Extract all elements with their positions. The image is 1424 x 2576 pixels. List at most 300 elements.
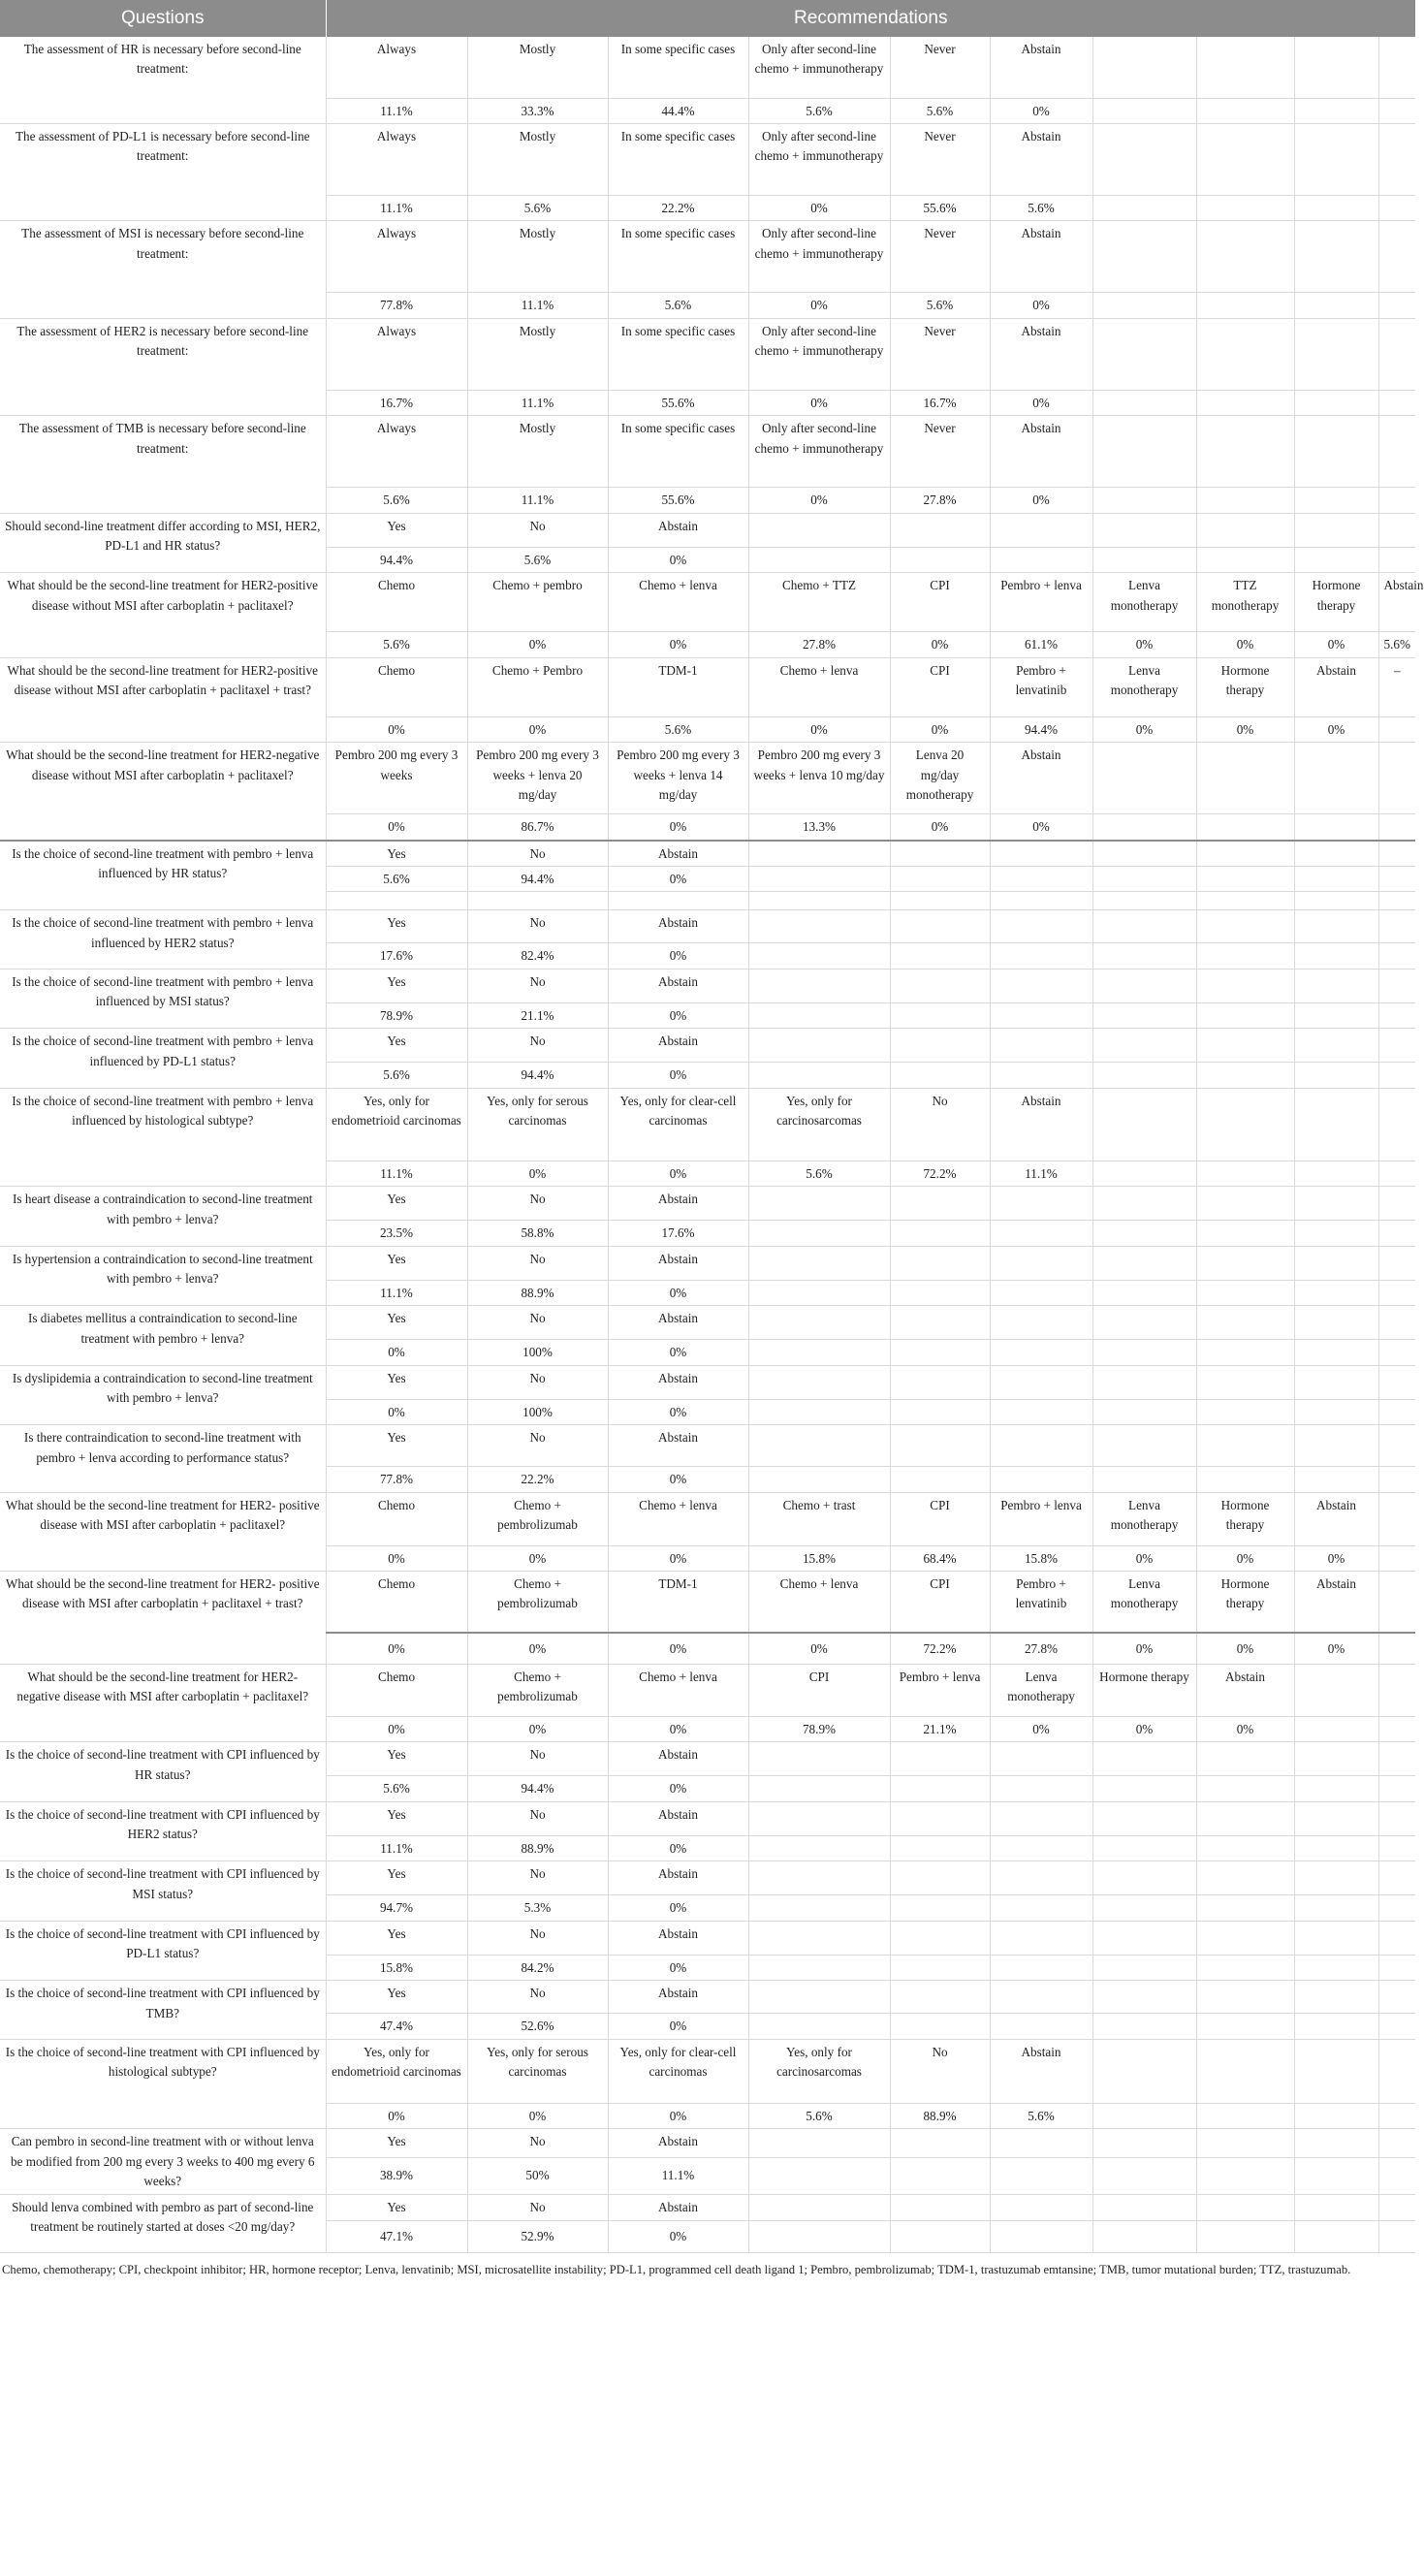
option-cell: Mostly [467, 123, 608, 195]
option-cell: TTZ monotherapy [1196, 573, 1294, 632]
table-row [0, 1088, 1415, 1161]
question-cell: Is diabetes mellitus a contraindication to second-line treatment with pembro + lenva? [0, 1306, 326, 1365]
table-row [0, 1742, 1415, 1776]
question-cell: What should be the second-line treatment for HER2-positive disease without MSI after carboplatin + paclitaxel? [0, 573, 326, 657]
empty-cell [1196, 841, 1294, 867]
empty-cell [1092, 1835, 1196, 1860]
value-cell: 5.6% [990, 195, 1092, 220]
empty-cell [1294, 37, 1378, 98]
empty-cell [1196, 2194, 1294, 2220]
option-cell: No [467, 2194, 608, 2220]
empty-cell [890, 2157, 990, 2194]
option-cell: Yes [326, 513, 467, 547]
empty-cell [1294, 1467, 1378, 1492]
empty-cell [1092, 943, 1196, 969]
empty-cell [1294, 2220, 1378, 2252]
empty-cell [1294, 2157, 1378, 2194]
empty-cell [1378, 98, 1415, 123]
value-cell: 0% [467, 1633, 608, 1665]
value-cell: 0% [1294, 632, 1378, 657]
empty-cell [1092, 1221, 1196, 1246]
option-cell: Abstain [990, 743, 1092, 814]
option-cell: Abstain [608, 2129, 748, 2157]
option-cell: Yes, only for serous carcinomas [467, 2039, 608, 2103]
empty-cell [748, 1895, 890, 1921]
value-cell: 17.6% [326, 943, 467, 969]
value-cell: 0% [608, 1717, 748, 1742]
value-cell: 0% [748, 293, 890, 318]
empty-cell [1294, 1029, 1378, 1063]
empty-cell [990, 1246, 1092, 1280]
value-cell: 16.7% [326, 390, 467, 415]
option-cell: Abstain [608, 1029, 748, 1063]
empty-cell [1092, 743, 1196, 814]
value-cell: 5.6% [608, 716, 748, 742]
empty-cell [890, 1467, 990, 1492]
question-cell: Is the choice of second-line treatment with pembro + lenva influenced by HER2 status? [0, 910, 326, 969]
empty-cell [890, 1340, 990, 1365]
option-cell: Hormone therapy [1196, 657, 1294, 716]
empty-cell [1092, 2220, 1196, 2252]
value-cell: 11.1% [608, 2157, 748, 2194]
empty-cell [1092, 1921, 1196, 1955]
option-cell: CPI [890, 1572, 990, 1633]
option-cell: – [1378, 657, 1415, 716]
value-cell: 55.6% [608, 488, 748, 513]
value-cell: 27.8% [890, 488, 990, 513]
empty-cell [1294, 867, 1378, 892]
option-cell: Chemo + trast [748, 1492, 890, 1545]
empty-cell [1196, 1029, 1294, 1063]
value-cell: 0% [467, 2103, 608, 2128]
empty-cell [1092, 1161, 1196, 1186]
option-cell: Abstain [608, 513, 748, 547]
value-cell: 58.8% [467, 1221, 608, 1246]
empty-cell [1294, 318, 1378, 390]
table-row [0, 910, 1415, 943]
empty-cell [1294, 1717, 1378, 1742]
value-cell: 0% [1092, 1545, 1196, 1571]
empty-cell [748, 1981, 890, 2014]
empty-cell [1196, 1002, 1294, 1028]
value-cell: 0% [1294, 1633, 1378, 1665]
empty-cell [1378, 513, 1415, 547]
empty-cell [1378, 892, 1415, 910]
value-cell: 94.4% [467, 1776, 608, 1801]
value-cell: 11.1% [326, 98, 467, 123]
option-cell: No [467, 1187, 608, 1221]
option-cell: Abstain [608, 1365, 748, 1399]
empty-cell [1196, 1246, 1294, 1280]
empty-cell [1196, 1742, 1294, 1776]
empty-cell [1378, 1221, 1415, 1246]
table-row [0, 2039, 1415, 2103]
empty-cell [1196, 221, 1294, 293]
option-cell: Chemo + lenva [608, 573, 748, 632]
value-cell: 94.4% [467, 867, 608, 892]
empty-cell [1196, 1467, 1294, 1492]
question-cell: The assessment of PD-L1 is necessary before second-line treatment: [0, 123, 326, 220]
option-cell: In some specific cases [608, 416, 748, 488]
value-cell [326, 892, 467, 910]
empty-cell [1378, 1835, 1415, 1860]
empty-cell [1378, 2129, 1415, 2157]
empty-cell [890, 2194, 990, 2220]
value-cell: 0% [608, 1002, 748, 1028]
table-row [0, 513, 1415, 547]
option-cell: No [467, 841, 608, 867]
value-cell: 5.6% [326, 1776, 467, 1801]
table-row [0, 318, 1415, 390]
value-cell: 47.1% [326, 2220, 467, 2252]
value-cell: 55.6% [608, 390, 748, 415]
value-cell: 23.5% [326, 1221, 467, 1246]
empty-cell [1294, 2194, 1378, 2220]
question-cell: Is the choice of second-line treatment with CPI influenced by HR status? [0, 1742, 326, 1801]
option-cell: Abstain [990, 318, 1092, 390]
value-cell: 11.1% [326, 1161, 467, 1186]
value-cell: 0% [467, 1161, 608, 1186]
empty-cell [990, 1425, 1092, 1467]
question-cell: What should be the second-line treatment for HER2-positive disease without MSI after carboplatin + paclitaxel + trast? [0, 657, 326, 742]
value-cell: 0% [748, 1633, 890, 1665]
empty-cell [1378, 1002, 1415, 1028]
empty-cell [748, 2157, 890, 2194]
question-cell: Is dyslipidemia a contraindication to second-line treatment with pembro + lenva? [0, 1365, 326, 1424]
value-cell: 88.9% [467, 1280, 608, 1305]
option-cell: No [467, 969, 608, 1002]
option-cell: Yes [326, 841, 467, 867]
empty-cell [1196, 547, 1294, 572]
value-cell: 44.4% [608, 98, 748, 123]
empty-cell [990, 1801, 1092, 1835]
value-cell: 27.8% [990, 1633, 1092, 1665]
value-cell: 11.1% [326, 1835, 467, 1860]
value-cell: 86.7% [467, 814, 608, 841]
empty-cell [1378, 969, 1415, 1002]
empty-cell [748, 1280, 890, 1305]
empty-cell [1092, 1742, 1196, 1776]
value-cell: 5.6% [748, 1161, 890, 1186]
value-cell: 0% [608, 1399, 748, 1424]
empty-cell [1196, 1063, 1294, 1088]
empty-cell [748, 841, 890, 867]
value-cell: 0% [748, 390, 890, 415]
option-cell: Yes, only for endometrioid carcinomas [326, 1088, 467, 1161]
empty-cell [1378, 1981, 1415, 2014]
option-cell: Hormone therapy [1196, 1492, 1294, 1545]
value-cell: 5.6% [467, 195, 608, 220]
option-cell: Never [890, 221, 990, 293]
table-row [0, 416, 1415, 488]
empty-cell [990, 1280, 1092, 1305]
option-cell: Abstain [990, 1088, 1092, 1161]
option-cell: Mostly [467, 37, 608, 98]
table-row [0, 2129, 1415, 2157]
empty-cell [1092, 2129, 1196, 2157]
empty-cell [1092, 37, 1196, 98]
empty-cell [1378, 943, 1415, 969]
empty-cell [748, 1467, 890, 1492]
empty-cell [1294, 2103, 1378, 2128]
option-cell: No [467, 1029, 608, 1063]
empty-cell [1294, 1365, 1378, 1399]
option-cell: CPI [890, 1492, 990, 1545]
value-cell: 0% [467, 716, 608, 742]
value-cell: 0% [608, 1340, 748, 1365]
table-row [0, 743, 1415, 814]
empty-cell [1294, 1861, 1378, 1895]
empty-cell [1092, 318, 1196, 390]
empty-cell [990, 1340, 1092, 1365]
empty-cell [1378, 195, 1415, 220]
empty-cell [890, 1801, 990, 1835]
value-cell: 68.4% [890, 1545, 990, 1571]
empty-cell [1092, 390, 1196, 415]
option-cell: Yes [326, 2194, 467, 2220]
question-cell: The assessment of MSI is necessary before second-line treatment: [0, 221, 326, 318]
empty-cell [1378, 1306, 1415, 1340]
empty-cell [890, 1246, 990, 1280]
empty-cell [1378, 293, 1415, 318]
question-cell: Is the choice of second-line treatment with pembro + lenva influenced by HR status? [0, 841, 326, 910]
empty-cell [1196, 318, 1294, 390]
table-row [0, 1306, 1415, 1340]
option-cell: No [467, 1921, 608, 1955]
value-cell: 15.8% [990, 1545, 1092, 1571]
empty-cell [1378, 1399, 1415, 1424]
empty-cell [990, 892, 1092, 910]
option-cell: Yes, only for clear-cell carcinomas [608, 1088, 748, 1161]
empty-cell [748, 2014, 890, 2039]
question-cell: Is the choice of second-line treatment with CPI influenced by histological subtype? [0, 2039, 326, 2128]
empty-cell [1196, 1921, 1294, 1955]
empty-cell [1378, 841, 1415, 867]
table-row [0, 657, 1415, 716]
option-cell: No [467, 1365, 608, 1399]
option-cell: Yes [326, 1029, 467, 1063]
empty-cell [1196, 969, 1294, 1002]
empty-cell [1294, 195, 1378, 220]
value-cell: 0% [990, 98, 1092, 123]
empty-cell [748, 1187, 890, 1221]
empty-cell [890, 1063, 990, 1088]
empty-cell [990, 841, 1092, 867]
option-cell: Abstain [990, 221, 1092, 293]
value-cell: 5.6% [890, 293, 990, 318]
empty-cell [1092, 892, 1196, 910]
question-cell: Is the choice of second-line treatment with pembro + lenva influenced by PD-L1 status? [0, 1029, 326, 1088]
table-body [0, 37, 1424, 2252]
empty-cell [1196, 1895, 1294, 1921]
empty-cell [1378, 1665, 1415, 1717]
empty-cell [990, 1861, 1092, 1895]
empty-cell [990, 1895, 1092, 1921]
value-cell: 27.8% [748, 632, 890, 657]
value-cell: 52.6% [467, 2014, 608, 2039]
empty-cell [1294, 1921, 1378, 1955]
empty-cell [1092, 1063, 1196, 1088]
option-cell: Abstain [608, 1425, 748, 1467]
value-cell: 0% [748, 195, 890, 220]
value-cell: 11.1% [467, 488, 608, 513]
empty-cell [1378, 390, 1415, 415]
empty-cell [990, 1981, 1092, 2014]
question-cell: What should be the second-line treatment for HER2- negative disease with MSI after carboplatin + paclitaxel? [0, 1665, 326, 1742]
value-cell: 0% [990, 293, 1092, 318]
option-cell: Abstain [990, 416, 1092, 488]
empty-cell [990, 910, 1092, 943]
question-cell: The assessment of HR is necessary before second-line treatment: [0, 37, 326, 123]
value-cell: 0% [326, 1633, 467, 1665]
table-row [0, 1665, 1415, 1717]
option-cell: No [467, 1801, 608, 1835]
empty-cell [1092, 1776, 1196, 1801]
empty-cell [748, 2194, 890, 2220]
option-cell: Yes [326, 1425, 467, 1467]
value-cell: 0% [608, 1280, 748, 1305]
empty-cell [1196, 743, 1294, 814]
value-cell: 5.6% [326, 1063, 467, 1088]
empty-cell [1294, 1246, 1378, 1280]
option-cell: Chemo + lenva [748, 1572, 890, 1633]
empty-cell [1378, 1545, 1415, 1571]
value-cell: 0% [890, 814, 990, 841]
option-cell: Pembro + lenvatinib [990, 1572, 1092, 1633]
empty-cell [1294, 221, 1378, 293]
value-cell: 50% [467, 2157, 608, 2194]
empty-cell [990, 943, 1092, 969]
empty-cell [990, 1776, 1092, 1801]
option-cell: Yes [326, 1742, 467, 1776]
empty-cell [1378, 1895, 1415, 1921]
empty-cell [1092, 910, 1196, 943]
empty-cell [1378, 743, 1415, 814]
empty-cell [890, 1742, 990, 1776]
empty-cell [1196, 943, 1294, 969]
empty-cell [1294, 1088, 1378, 1161]
value-cell: 82.4% [467, 943, 608, 969]
option-cell: Abstain [990, 2039, 1092, 2103]
option-cell: Abstain [1294, 1492, 1378, 1545]
empty-cell [1294, 1742, 1378, 1776]
empty-cell [1294, 2039, 1378, 2103]
empty-cell [748, 1425, 890, 1467]
option-cell: Chemo + TTZ [748, 573, 890, 632]
question-cell: Is the choice of second-line treatment with CPI influenced by PD-L1 status? [0, 1921, 326, 1980]
empty-cell [1092, 1306, 1196, 1340]
option-cell: Abstain [990, 123, 1092, 195]
empty-cell [1294, 1835, 1378, 1860]
option-cell: No [467, 513, 608, 547]
option-cell: Chemo [326, 657, 467, 716]
empty-cell [1196, 416, 1294, 488]
option-cell: Chemo + lenva [608, 1665, 748, 1717]
empty-cell [1196, 1365, 1294, 1399]
value-cell: 11.1% [326, 1280, 467, 1305]
option-cell: Yes, only for clear-cell carcinomas [608, 2039, 748, 2103]
empty-cell [1092, 1399, 1196, 1424]
empty-cell [1294, 1981, 1378, 2014]
option-cell: Always [326, 123, 467, 195]
empty-cell [1294, 1002, 1378, 1028]
value-cell: 94.7% [326, 1895, 467, 1921]
table-row [0, 37, 1415, 98]
option-cell: TDM-1 [608, 657, 748, 716]
empty-cell [1196, 513, 1294, 547]
empty-cell [1196, 1776, 1294, 1801]
option-cell: In some specific cases [608, 318, 748, 390]
empty-cell [1378, 2103, 1415, 2128]
option-cell: No [467, 2129, 608, 2157]
value-cell: 0% [748, 716, 890, 742]
value-cell: 0% [608, 1063, 748, 1088]
value-cell: 0% [608, 2014, 748, 2039]
table-row [0, 1492, 1415, 1545]
empty-cell [1092, 814, 1196, 841]
empty-cell [890, 1776, 990, 1801]
empty-cell [890, 1029, 990, 1063]
table-row [0, 1365, 1415, 1399]
empty-cell [1294, 1955, 1378, 1980]
table-row [0, 573, 1415, 632]
empty-cell [1196, 814, 1294, 841]
question-cell: Is hypertension a contraindication to second-line treatment with pembro + lenva? [0, 1246, 326, 1305]
value-cell: 72.2% [890, 1633, 990, 1665]
empty-cell [890, 547, 990, 572]
value-cell: 0% [1092, 716, 1196, 742]
empty-cell [990, 1365, 1092, 1399]
option-cell: Lenva monotherapy [1092, 573, 1196, 632]
empty-cell [990, 1306, 1092, 1340]
empty-cell [1092, 969, 1196, 1002]
option-cell: Abstain [608, 1921, 748, 1955]
value-cell: 5.6% [990, 2103, 1092, 2128]
value-cell: 100% [467, 1340, 608, 1365]
option-cell: Hormone therapy [1092, 1665, 1196, 1717]
empty-cell [1196, 867, 1294, 892]
empty-cell [1378, 1187, 1415, 1221]
empty-cell [748, 1221, 890, 1246]
value-cell: 0% [467, 632, 608, 657]
table-row [0, 221, 1415, 293]
empty-cell [1378, 1425, 1415, 1467]
empty-cell [1196, 1280, 1294, 1305]
value-cell: 0% [1092, 632, 1196, 657]
empty-cell [990, 1002, 1092, 1028]
empty-cell [1294, 123, 1378, 195]
option-cell: Only after second-line chemo + immunotherapy [748, 318, 890, 390]
value-cell: 0% [1196, 632, 1294, 657]
empty-cell [1196, 123, 1294, 195]
empty-cell [1294, 2129, 1378, 2157]
empty-cell [1092, 123, 1196, 195]
table-row [0, 1029, 1415, 1063]
value-cell: 0% [326, 2103, 467, 2128]
question-cell: The assessment of TMB is necessary before second-line treatment: [0, 416, 326, 513]
option-cell: Yes [326, 1365, 467, 1399]
value-cell: 0% [990, 390, 1092, 415]
option-cell: CPI [890, 573, 990, 632]
empty-cell [1378, 221, 1415, 293]
option-cell: No [467, 1742, 608, 1776]
empty-cell [748, 867, 890, 892]
empty-cell [1092, 2103, 1196, 2128]
value-cell: 94.4% [467, 1063, 608, 1088]
empty-cell [748, 943, 890, 969]
empty-cell [1378, 1088, 1415, 1161]
empty-cell [1092, 195, 1196, 220]
